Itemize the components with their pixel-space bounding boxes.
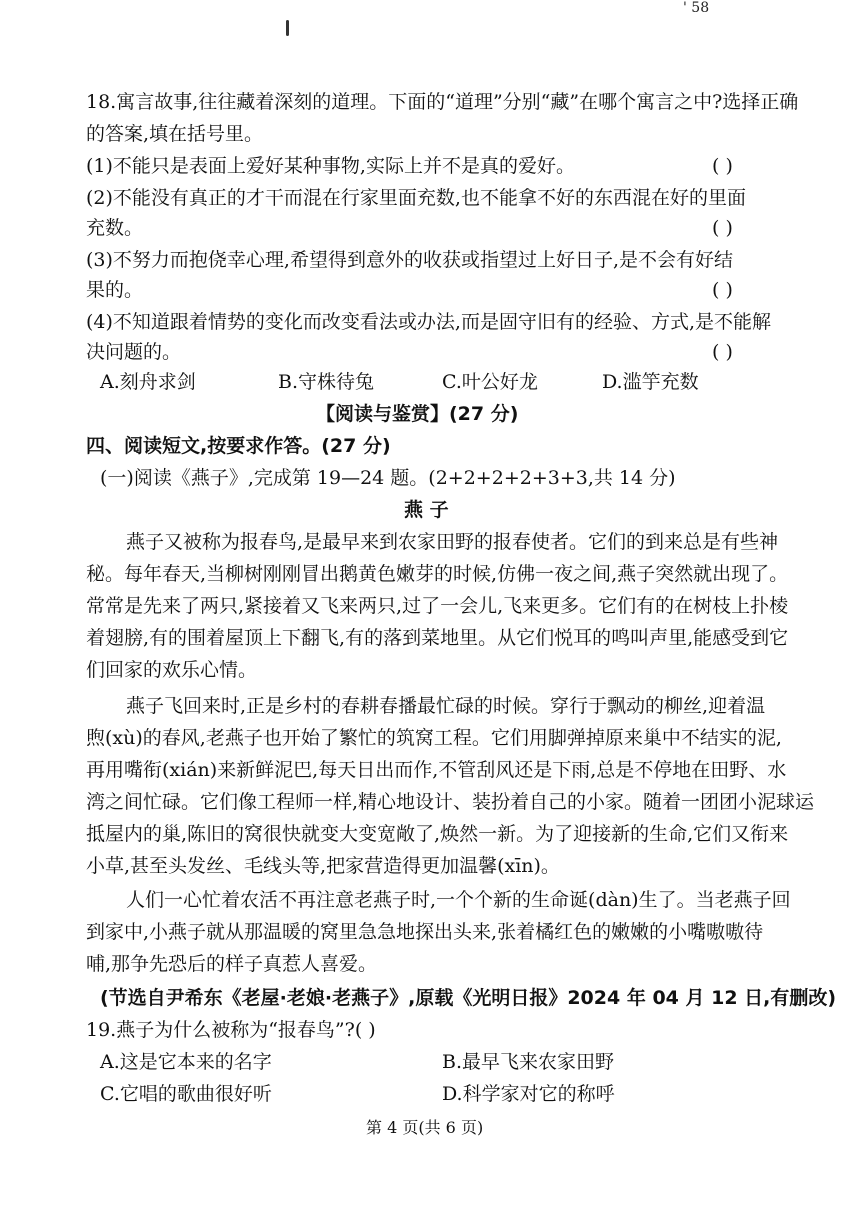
article-line-1: 燕子又被称为报春鸟,是最早来到农家田野的报春使者。它们的到来总是有些神 (126, 531, 779, 553)
q18-option-a: A.刻舟求剑 (100, 371, 196, 393)
q18-item-4-answer[interactable]: ( ) (712, 341, 733, 363)
article-line-8: 再用嘴衔(xián)来新鲜泥巴,每天日出而作,不管刮风还是下雨,总是不停地在田野、水 (86, 759, 787, 781)
q18-item-2-answer[interactable]: ( ) (712, 217, 733, 239)
article-line-13: 到家中,小燕子就从那温暖的窝里急急地探出头来,张着橘红色的嫩嫩的小嘴嗷嗷待 (86, 921, 764, 943)
section-title: 【阅读与鉴赏】(27 分) (316, 403, 519, 425)
q18-item-1: (1)不能只是表面上爱好某种事物,实际上并不是真的爱好。 (86, 155, 575, 177)
corner-mark: ' 58 (683, 0, 710, 16)
article-line-3: 常常是先来了两只,紧接着又飞来两只,过了一会儿,飞来更多。它们有的在树枝上扑棱 (86, 595, 789, 617)
article-title: 燕 子 (404, 499, 449, 521)
scan-speck (286, 20, 289, 36)
article-line-14: 哺,那争先恐后的样子真惹人喜爱。 (86, 953, 378, 975)
article-line-11: 小草,甚至头发丝、毛线头等,把家营造得更加温馨(xīn)。 (86, 855, 560, 877)
article-line-5: 们回家的欢乐心情。 (86, 659, 258, 681)
q19-option-d: D.科学家对它的称呼 (442, 1083, 615, 1105)
q18-item-3-cont: 果的。 (86, 279, 144, 301)
q18-stem-line1: 18.寓言故事,往往藏着深刻的道理。下面的“道理”分别“藏”在哪个寓言之中?选择正确 (86, 91, 799, 113)
article-line-10: 抵屋内的巢,陈旧的窝很快就变大变宽敞了,焕然一新。为了迎接新的生命,它们又衔来 (86, 823, 789, 845)
article-line-7: 煦(xù)的春风,老燕子也开始了繁忙的筑窝工程。它们用脚弹掉原来巢中不结实的泥, (86, 727, 782, 749)
article-line-4: 着翅膀,有的围着屋顶上下翻飞,有的落到菜地里。从它们悦耳的鸣叫声里,能感受到它 (86, 627, 789, 649)
q18-item-2: (2)不能没有真正的才干而混在行家里面充数,也不能拿不好的东西混在好的里面 (86, 187, 746, 209)
q18-item-4: (4)不知道跟着情势的变化而改变看法或办法,而是固守旧有的经验、方式,是不能解 (86, 311, 771, 333)
q18-item-4-cont: 决问题的。 (86, 341, 182, 363)
q18-item-3-answer[interactable]: ( ) (712, 279, 733, 301)
q18-option-b: B.守株待兔 (278, 371, 375, 393)
page-footer: 第 4 页(共 6 页) (366, 1118, 484, 1137)
q19-stem: 19.燕子为什么被称为“报春鸟”?( ) (86, 1019, 376, 1041)
q18-item-1-answer[interactable]: ( ) (712, 155, 733, 177)
article-source: (节选自尹希东《老屋·老娘·老燕子》,原载《光明日报》2024 年 04 月 12 日,有删改) (100, 987, 837, 1009)
q18-option-c: C.叶公好龙 (442, 371, 538, 393)
article-line-9: 湾之间忙碌。它们像工程师一样,精心地设计、装扮着自己的小家。随着一团团小泥球运 (86, 791, 815, 813)
article-line-2: 秘。每年春天,当柳树刚刚冒出鹅黄色嫩芽的时候,仿佛一夜之间,燕子突然就出现了。 (86, 563, 789, 585)
q19-option-c: C.它唱的歌曲很好听 (100, 1083, 272, 1105)
q18-item-2-cont: 充数。 (86, 217, 144, 239)
q18-item-3: (3)不努力而抱侥幸心理,希望得到意外的收获或指望过上好日子,是不会有好结 (86, 249, 733, 271)
q18-option-d: D.滥竽充数 (602, 371, 699, 393)
part4-title: 四、阅读短文,按要求作答。(27 分) (86, 435, 391, 457)
q19-option-a: A.这是它本来的名字 (100, 1051, 272, 1073)
subsection1-title: (一)阅读《燕子》,完成第 19—24 题。(2+2+2+2+3+3,共 14 分) (100, 467, 676, 489)
article-line-6: 燕子飞回来时,正是乡村的春耕春播最忙碌的时候。穿行于飘动的柳丝,迎着温 (126, 695, 766, 717)
q19-option-b: B.最早飞来农家田野 (442, 1051, 615, 1073)
q18-stem-line2: 的答案,填在括号里。 (86, 123, 264, 145)
article-line-12: 人们一心忙着农活不再注意老燕子时,一个个新的生命诞(dàn)生了。当老燕子回 (126, 889, 791, 911)
